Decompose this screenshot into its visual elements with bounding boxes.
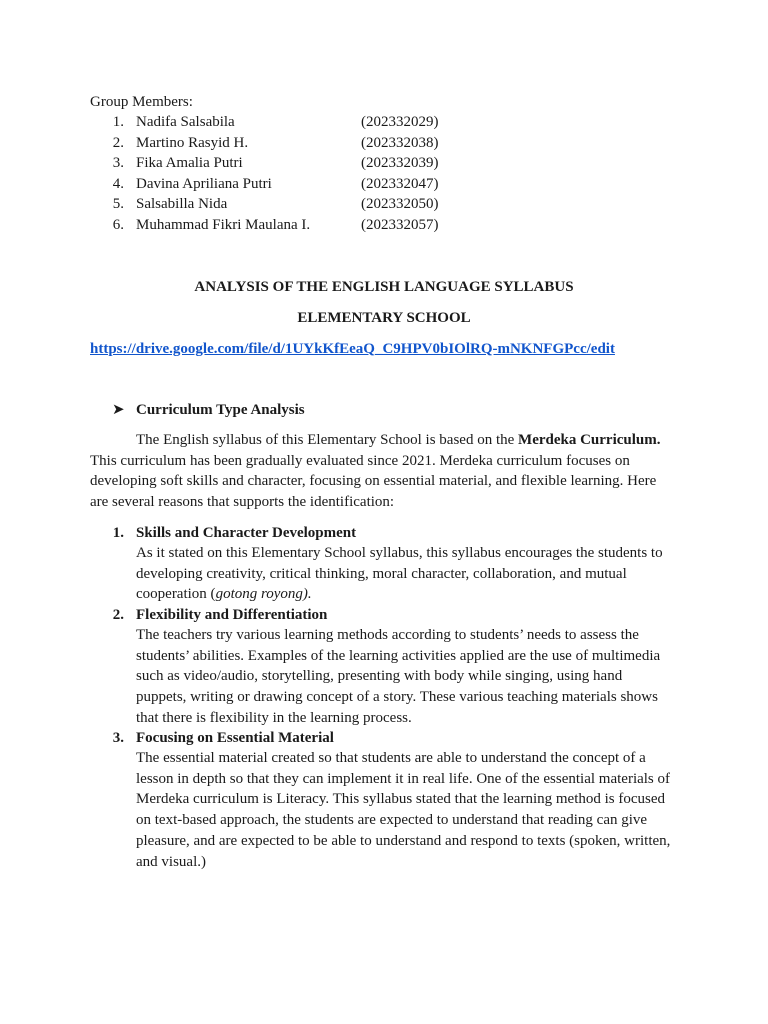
paragraph-line: on text-based approach, the students are expected to understand that reading can give <box>136 812 648 829</box>
paragraph-line <box>136 584 663 605</box>
document-title: ANALYSIS OF THE ENGLISH LANGUAGE SYLLABUS <box>194 279 574 295</box>
member-id: (202332038) <box>361 135 439 151</box>
paragraph-line: that there is flexibility in the learning process. <box>136 709 412 726</box>
paragraph-line: Merdeka curriculum is Literacy. This syllabus stated that the learning method is focused <box>136 791 666 808</box>
point-number: 3. <box>112 730 124 746</box>
member-name: Nadifa Salsabila <box>136 114 235 130</box>
intro-first-line <box>90 430 661 451</box>
member-id: (202332050) <box>361 196 439 212</box>
point-heading: Focusing on Essential Material <box>136 730 334 746</box>
paragraph-line: The teachers try various learning methods according to students’ needs to assess the <box>136 627 639 643</box>
syllabus-link[interactable]: https://drive.google.com/file/d/1UYkKfEeaQ_C9HPV0bIOlRQ-mNKNFGPcc/edit <box>90 341 615 357</box>
point-body <box>136 748 670 872</box>
paragraph-line: As it stated on this Elementary School syllabus, this syllabus encourages the students to <box>136 545 663 561</box>
member-number: 3. <box>112 155 124 171</box>
point-body <box>136 543 663 605</box>
paragraph-line: This curriculum has been gradually evaluated since 2021. Merdeka curriculum focuses on <box>90 452 630 469</box>
member-id: (202332039) <box>361 155 439 171</box>
member-id: (202332029) <box>361 114 439 130</box>
point-number: 2. <box>112 607 124 623</box>
point-body <box>136 625 660 729</box>
member-name: Muhammad Fikri Maulana I. <box>136 217 311 233</box>
paragraph-line: and visual.) <box>136 853 206 870</box>
group-members-label: Group Members: <box>90 94 193 110</box>
member-name: Salsabilla Nida <box>136 196 228 212</box>
point-heading: Flexibility and Differentiation <box>136 607 328 623</box>
member-number: 5. <box>112 196 124 212</box>
paragraph-line: pleasure, and are expected to be able to understand and respond to texts (spoken, written, <box>136 832 671 849</box>
section-heading: Curriculum Type Analysis <box>136 402 305 418</box>
paragraph-line: The essential material created so that students are able to understand the concept of a <box>136 750 646 766</box>
member-number: 1. <box>112 114 124 130</box>
intro-paragraph <box>90 430 661 513</box>
arrow-bullet-icon: ➤ <box>112 402 125 418</box>
paragraph-line: lesson in depth so that they can implement it in real life. One of the essential materials of <box>136 770 671 787</box>
paragraph-line: students’ abilities. Examples of the learning activities applied are the use of multimedia <box>136 647 661 664</box>
paragraph-line: developing soft skills and character, focusing on essential material, and flexible learning. Here <box>90 473 657 490</box>
member-name: Davina Apriliana Putri <box>136 176 272 192</box>
member-number: 2. <box>112 135 124 151</box>
member-number: 4. <box>112 176 124 192</box>
member-number: 6. <box>112 217 124 233</box>
paragraph-line: developing creativity, critical thinking, moral character, collaboration, and mutual <box>136 565 627 582</box>
paragraph-line: such as video/audio, storytelling, presenting with body while singing, using hand <box>136 668 623 685</box>
member-id: (202332047) <box>361 176 439 192</box>
point-heading: Skills and Character Development <box>136 525 357 541</box>
point-number: 1. <box>112 525 124 541</box>
text-run: cooperation ( <box>136 586 216 603</box>
document-subtitle: ELEMENTARY SCHOOL <box>297 310 471 326</box>
intro-text: The English syllabus of this Elementary School is based on the <box>136 432 519 448</box>
paragraph-line: are several reasons that supports the identification: <box>90 494 395 511</box>
curriculum-name: Merdeka Curriculum. <box>518 432 661 448</box>
italic-term: gotong royong). <box>215 586 312 603</box>
member-name: Fika Amalia Putri <box>136 155 243 171</box>
member-name: Martino Rasyid H. <box>136 135 249 151</box>
paragraph-line: puppets, writing or drawing concept of a story. These various teaching materials shows <box>136 689 658 706</box>
member-id: (202332057) <box>361 217 439 233</box>
